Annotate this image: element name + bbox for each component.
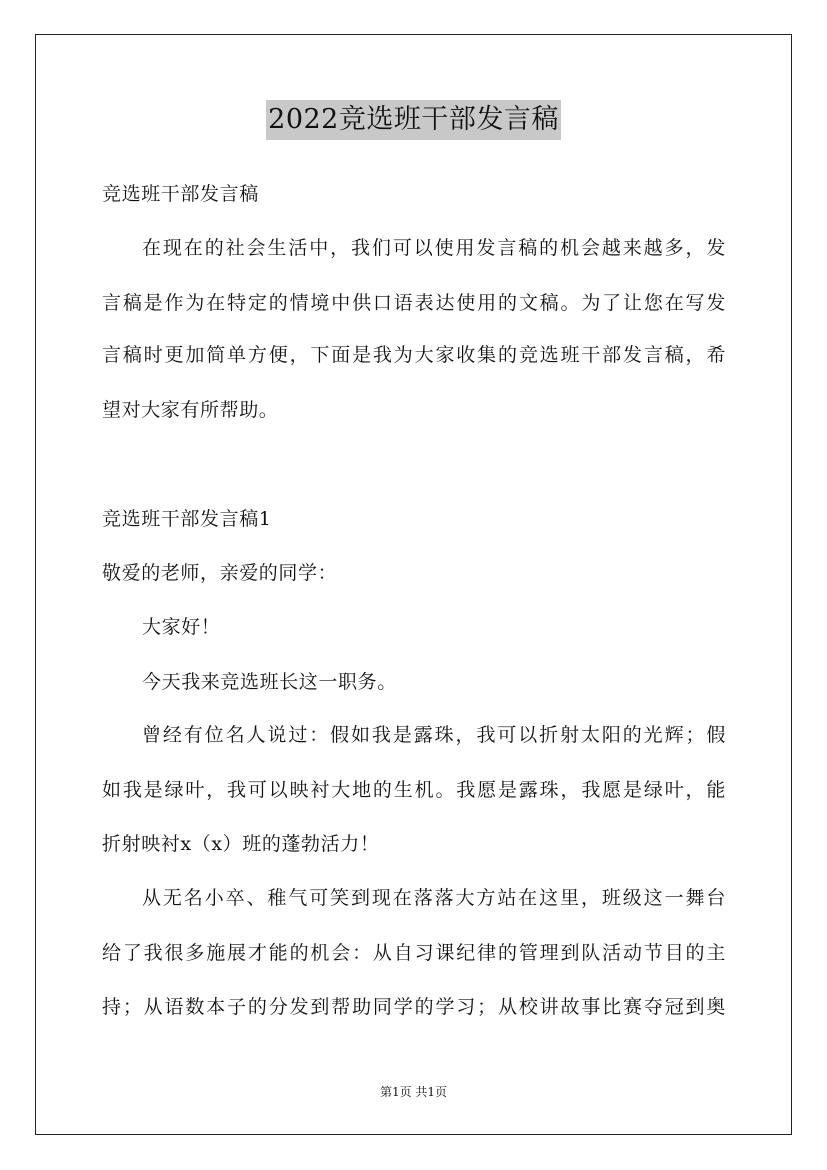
paragraph-line: 曾经有位名人说过：假如我是露珠，我可以折射太阳的光辉；假 bbox=[142, 724, 726, 746]
salutation: 敬爱的老师，亲爱的同学： bbox=[102, 562, 338, 584]
intro-line: 望对大家有所帮助。 bbox=[102, 399, 279, 421]
intro-line: 言稿时更加简单方便，下面是我为大家收集的竞选班干部发言稿，希 bbox=[102, 344, 726, 366]
paragraph-line: 如我是绿叶，我可以映衬大地的生机。我愿是露珠，我愿是绿叶，能 bbox=[102, 779, 726, 801]
paragraph-line: 持；从语数本子的分发到帮助同学的学习；从校讲故事比赛夺冠到奥 bbox=[102, 996, 726, 1018]
section-title: 竞选班干部发言稿1 bbox=[102, 508, 272, 530]
document-title: 2022竞选班干部发言稿 bbox=[266, 100, 561, 140]
subtitle: 竞选班干部发言稿 bbox=[102, 183, 259, 205]
paragraph-line: 折射映衬x（x）班的蓬勃活力！ bbox=[102, 833, 380, 855]
paragraph-line: 今天我来竞选班长这一职务。 bbox=[142, 671, 397, 693]
greeting: 大家好！ bbox=[142, 616, 221, 638]
intro-line: 在现在的社会生活中，我们可以使用发言稿的机会越来越多，发 bbox=[142, 237, 726, 259]
paragraph-line: 从无名小卒、稚气可笑到现在落落大方站在这里，班级这一舞台 bbox=[142, 887, 726, 909]
title-block bbox=[0, 100, 827, 140]
intro-line: 言稿是作为在特定的情境中供口语表达使用的文稿。为了让您在写发 bbox=[102, 292, 726, 314]
page-footer: 第1页 共1页 bbox=[379, 1085, 448, 1099]
paragraph-line: 给了我很多施展才能的机会：从自习课纪律的管理到队活动节目的主 bbox=[102, 942, 726, 964]
